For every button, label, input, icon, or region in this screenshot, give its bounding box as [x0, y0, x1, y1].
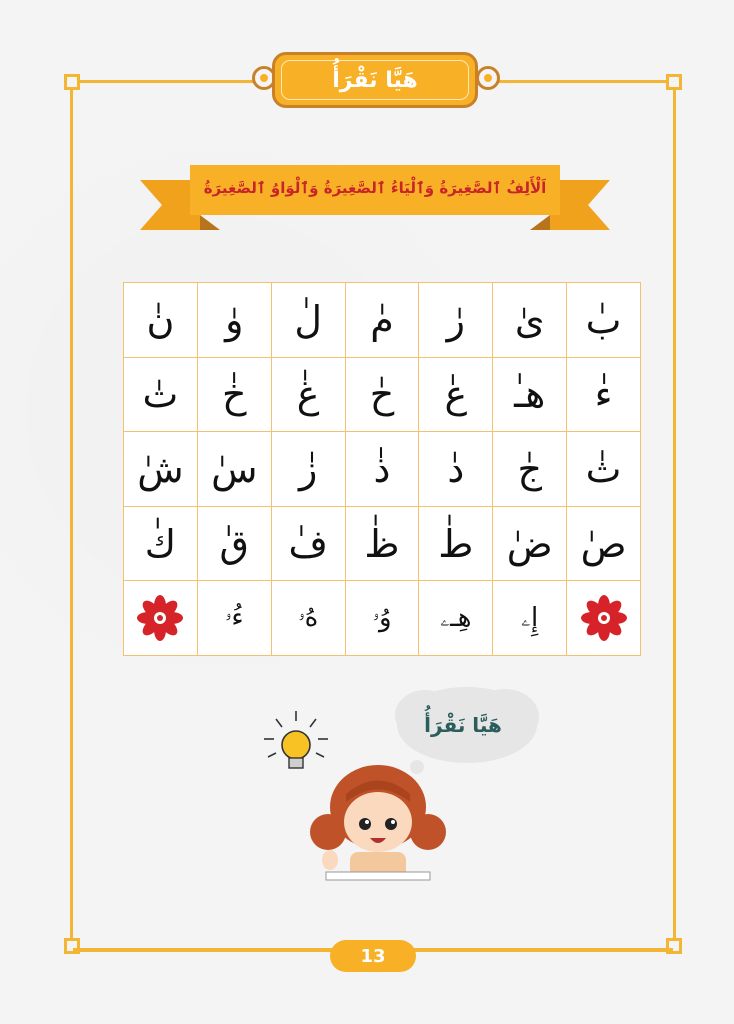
letter-cell: مٰ: [346, 283, 420, 358]
bubble-text: هَيَّا نَقْرَأُ: [424, 713, 502, 737]
title-plate: [272, 52, 478, 108]
letter-cell: عٰ: [419, 358, 493, 433]
letter-cell: هِـۦ: [419, 581, 493, 656]
letter-cell: بٰ: [567, 283, 641, 358]
girl-illustration: [308, 752, 448, 882]
letter-cell: قٰ: [198, 507, 272, 582]
letter-cell: كٰ: [124, 507, 198, 582]
letter-cell: تٰ: [124, 358, 198, 433]
letter-cell: صٰ: [567, 507, 641, 582]
letter-cell: لٰ: [272, 283, 346, 358]
letter-cell: دٰ: [419, 432, 493, 507]
letter-cell: رٰ: [419, 283, 493, 358]
letter-cell: فٰ: [272, 507, 346, 582]
letter-cell: ضٰ: [493, 507, 567, 582]
letter-cell: شٰ: [124, 432, 198, 507]
letter-cell: خٰ: [198, 358, 272, 433]
letter-cell: إِۦ: [493, 581, 567, 656]
ribbon-banner: [140, 160, 610, 240]
page-number: 13: [330, 940, 416, 972]
letter-cell: هُۥ: [272, 581, 346, 656]
flower-icon: [581, 595, 627, 641]
letter-cell: جٰ: [493, 432, 567, 507]
frame-corner-bottom-right: [666, 938, 682, 954]
letter-cell: [567, 581, 641, 656]
letter-cell: وُۥ: [346, 581, 420, 656]
title-knob-right: [476, 66, 500, 90]
frame-corner-top-left: [64, 74, 80, 90]
letter-cell: ثٰ: [567, 432, 641, 507]
frame-corner-bottom-left: [64, 938, 80, 954]
letter-cell: هـٰ: [493, 358, 567, 433]
letter-cell: ذٰ: [346, 432, 420, 507]
ribbon-title: اَلْأَلِفُ ٱلصَّغِيرَةُ وَٱلْيَاءُ ٱلصَّغِيرَةُ وَٱلْوَاوُ ٱلصَّغِيرَةُ: [203, 179, 547, 197]
letter-cell: ظٰ: [346, 507, 420, 582]
letter-cell: زٰ: [272, 432, 346, 507]
letter-cell: طٰ: [419, 507, 493, 582]
letter-grid: [123, 282, 641, 656]
letter-cell: وٰ: [198, 283, 272, 358]
letter-cell: [124, 581, 198, 656]
page-title: هَيَّا نَقْرَأُ: [332, 67, 418, 93]
letter-cell: سٰ: [198, 432, 272, 507]
letter-cell: غٰ: [272, 358, 346, 433]
frame-corner-top-right: [666, 74, 682, 90]
letter-cell: حٰ: [346, 358, 420, 433]
letter-cell: ىٰ: [493, 283, 567, 358]
letter-cell: ءُۥ: [198, 581, 272, 656]
letter-cell: نٰ: [124, 283, 198, 358]
flower-icon: [137, 595, 183, 641]
letter-cell: ءٰ: [567, 358, 641, 433]
